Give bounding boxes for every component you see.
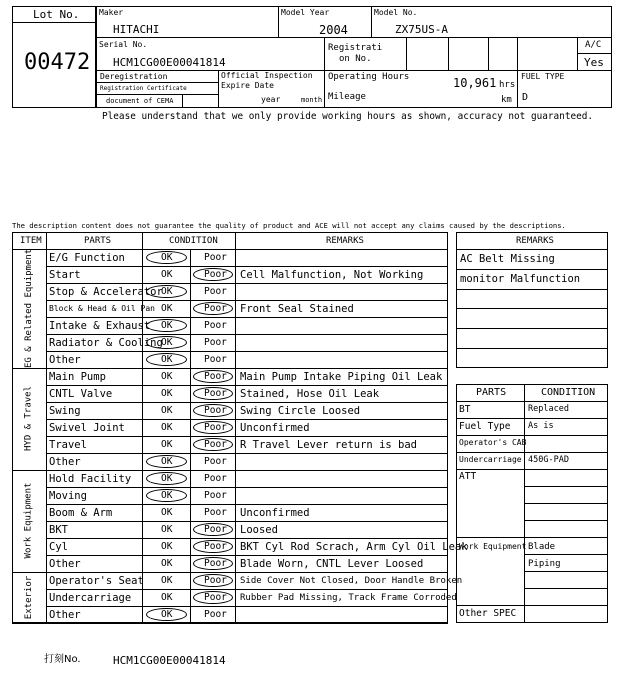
remark-text: Blade Worn, CNTL Lever Loosed	[240, 557, 424, 570]
maker-value: HITACHI	[113, 23, 160, 36]
part-name: Main Pump	[49, 370, 106, 383]
remark-text: Unconfirmed	[240, 421, 310, 434]
poor-label: Poor	[204, 286, 227, 297]
ok-label: OK	[161, 337, 173, 348]
ok-circle	[146, 319, 187, 332]
month-label: month	[301, 96, 323, 104]
att-divider	[524, 503, 608, 504]
group-label: Exterior	[23, 575, 34, 619]
model-year-label: Model Year	[281, 8, 330, 17]
poor-label: Poor	[204, 592, 227, 603]
part-name: Other	[49, 557, 81, 570]
ok-circle	[146, 455, 187, 468]
part-name: Cyl	[49, 540, 68, 553]
poor-label: Poor	[204, 337, 227, 348]
col-item: ITEM	[20, 236, 42, 246]
remarks-line: monitor Malfunction	[460, 272, 581, 285]
part-name: Hold Facility	[49, 472, 132, 485]
poor-label: Poor	[204, 507, 227, 518]
operating-hours-value: 10,961	[453, 76, 497, 90]
lot-number: 00472	[24, 50, 91, 75]
remarks-divider	[456, 308, 608, 309]
ok-label: OK	[161, 303, 173, 314]
row-divider	[46, 385, 448, 386]
ok-label: OK	[161, 592, 173, 603]
part-name: Other	[49, 608, 81, 621]
row-divider	[46, 317, 448, 318]
remark-text: Front Seal Stained	[240, 302, 354, 315]
remarks-header: REMARKS	[516, 236, 554, 246]
poor-label: Poor	[204, 405, 227, 416]
poor-label: Poor	[204, 456, 227, 467]
row-divider	[46, 453, 448, 454]
part-name: Operator's Seat	[49, 574, 144, 587]
group-label: HYD & Travel	[23, 385, 34, 452]
row-divider	[46, 402, 448, 403]
we-divider	[524, 571, 608, 572]
poor-label: Poor	[204, 303, 227, 314]
poor-circle	[193, 540, 233, 553]
part-name: Block & Head & Oil Pan	[49, 304, 155, 313]
poor-label: Poor	[204, 541, 227, 552]
row-divider	[12, 470, 448, 471]
parts-col-header: PARTS	[476, 387, 507, 398]
parts-row-name: Fuel Type	[459, 421, 511, 432]
row-divider	[46, 555, 448, 556]
row-divider	[12, 572, 448, 573]
footer-label: 打刻No.	[44, 654, 81, 665]
km-label: km	[501, 95, 512, 105]
ok-label: OK	[161, 558, 173, 569]
row-divider	[46, 504, 448, 505]
ok-circle	[146, 489, 187, 502]
poor-circle	[193, 557, 233, 570]
hours-notice: Please understand that we only provide working hours as shown, accuracy not guaranteed.	[102, 111, 594, 122]
ok-label: OK	[161, 371, 173, 382]
row-divider	[12, 623, 448, 624]
ok-label: OK	[161, 354, 173, 365]
poor-circle	[193, 438, 233, 451]
row-divider	[46, 334, 448, 335]
registration-label-1: Registrati	[328, 43, 383, 53]
section-divider	[456, 537, 608, 538]
serial-value: HCM1CG00E00041814	[113, 56, 226, 69]
year-label: year	[261, 95, 281, 104]
parts-row-condition: Replaced	[528, 404, 569, 414]
poor-label: Poor	[204, 439, 227, 450]
poor-circle	[193, 268, 233, 281]
row-divider	[46, 521, 448, 522]
remarks-divider	[456, 289, 608, 290]
poor-label: Poor	[204, 422, 227, 433]
parts-row-name: BT	[459, 404, 471, 415]
work-equipment-value: Piping	[528, 559, 561, 569]
maker-label: Maker	[99, 8, 124, 17]
ok-label: OK	[161, 456, 173, 467]
parts-divider	[456, 469, 608, 470]
ok-label: OK	[161, 609, 173, 620]
remark-text: Stained, Hose Oil Leak	[240, 387, 380, 400]
poor-label: Poor	[204, 473, 227, 484]
poor-label: Poor	[204, 609, 227, 620]
poor-label: Poor	[204, 252, 227, 263]
remarks-divider	[456, 269, 608, 270]
we-divider	[524, 554, 608, 555]
part-name: BKT	[49, 523, 68, 536]
parts-row-name: Operator's CAB	[459, 438, 527, 447]
ok-label: OK	[161, 473, 173, 484]
model-year-value: 2004	[319, 23, 348, 37]
ok-label: OK	[161, 524, 173, 535]
poor-label: Poor	[204, 524, 227, 535]
ac-value: Yes	[584, 56, 604, 69]
poor-circle	[193, 387, 233, 400]
reg-cert-label: Registration Certificate	[100, 85, 187, 92]
part-name: Radiator & Cooling	[49, 336, 163, 349]
poor-circle	[193, 404, 233, 417]
row-divider	[12, 368, 448, 369]
we-divider	[524, 588, 608, 589]
ok-circle	[146, 251, 187, 264]
work-equipment-value: Blade	[528, 542, 556, 552]
parts-divider	[456, 418, 608, 419]
ok-label: OK	[161, 490, 173, 501]
ok-label: OK	[161, 439, 173, 450]
ok-label: OK	[161, 320, 173, 331]
poor-circle	[193, 370, 233, 383]
ok-label: OK	[161, 507, 173, 518]
part-name: Intake & Exhaust	[49, 319, 151, 332]
ok-label: OK	[161, 541, 173, 552]
ok-label: OK	[161, 422, 173, 433]
remark-text: Rubber Pad Missing, Track Frame Corroded	[240, 592, 457, 603]
remark-text: Unconfirmed	[240, 506, 310, 519]
operating-hours-label: Operating Hours	[328, 72, 410, 82]
row-divider	[46, 606, 448, 607]
row-divider	[46, 351, 448, 352]
att-divider	[524, 520, 608, 521]
poor-circle	[193, 523, 233, 536]
row-divider	[46, 266, 448, 267]
poor-label: Poor	[204, 575, 227, 586]
ok-label: OK	[161, 252, 173, 263]
row-divider	[46, 436, 448, 437]
remark-text: Side Cover Not Closed, Door Handle Broken	[240, 575, 463, 586]
ac-label: A/C	[585, 40, 602, 50]
part-name: Travel	[49, 438, 87, 451]
row-divider	[46, 419, 448, 420]
other-spec-label: Other SPEC	[459, 608, 517, 619]
model-no-value: ZX75US-A	[395, 23, 448, 36]
poor-label: Poor	[204, 371, 227, 382]
parts-divider	[456, 435, 608, 436]
poor-label: Poor	[204, 558, 227, 569]
group-label: EG & Related Equipment	[23, 248, 34, 368]
part-name: Boom & Arm	[49, 506, 113, 519]
parts-divider	[456, 452, 608, 453]
ok-label: OK	[161, 269, 173, 280]
hrs-label: hrs	[499, 80, 516, 90]
ok-circle	[146, 472, 187, 485]
part-name: Undercarriage	[49, 591, 132, 604]
ok-label: OK	[161, 575, 173, 586]
row-divider	[46, 589, 448, 590]
part-name: Moving	[49, 489, 87, 502]
col-remarks: REMARKS	[326, 236, 364, 246]
row-divider	[46, 283, 448, 284]
ok-label: OK	[161, 405, 173, 416]
remarks-line: AC Belt Missing	[460, 253, 555, 265]
ok-circle	[146, 336, 187, 349]
section-divider	[456, 605, 608, 606]
poor-circle	[193, 574, 233, 587]
remark-text: Loosed	[240, 523, 278, 536]
part-name: Swing	[49, 404, 81, 417]
part-name: Stop & Accelerator	[49, 285, 163, 298]
poor-circle	[193, 591, 233, 604]
poor-label: Poor	[204, 388, 227, 399]
part-name: Other	[49, 353, 81, 366]
ok-circle	[146, 353, 187, 366]
remark-text: Main Pump Intake Piping Oil Leak	[240, 370, 443, 383]
registration-label-2: on No.	[339, 54, 372, 64]
group-label: Work Equipment	[23, 482, 34, 559]
part-name: Start	[49, 268, 81, 281]
remark-text: BKT Cyl Rod Scrach, Arm Cyl Oil Leak	[240, 540, 468, 553]
poor-label: Poor	[204, 269, 227, 280]
row-divider	[46, 487, 448, 488]
inspection-label-2: Expire Date	[221, 81, 274, 90]
poor-label: Poor	[204, 354, 227, 365]
condition-col-header: CONDITION	[541, 387, 596, 398]
row-divider	[46, 300, 448, 301]
cema-label: document of CEMA	[106, 97, 174, 105]
model-no-label: Model No.	[374, 8, 418, 17]
remarks-divider	[456, 348, 608, 349]
deregistration-label: Deregistration	[100, 72, 168, 81]
parts-row-name: Undercarriage	[459, 455, 522, 464]
inspection-label-1: Official Inspection	[221, 71, 313, 80]
parts-row-condition: 450G-PAD	[528, 455, 569, 465]
serial-label: Serial No.	[99, 40, 148, 49]
poor-circle	[193, 421, 233, 434]
description-notice: The description content does not guarantee the quality of product and ACE will not accept any claims caused by the descriptions.	[12, 221, 566, 230]
part-name: Other	[49, 455, 81, 468]
col-parts: PARTS	[84, 236, 112, 246]
lot-label: Lot No.	[33, 8, 80, 21]
row-divider	[46, 538, 448, 539]
ok-circle	[146, 285, 187, 298]
part-name: CNTL Valve	[49, 387, 113, 400]
ok-circle	[146, 608, 187, 621]
poor-label: Poor	[204, 320, 227, 331]
fuel-type-value: D	[522, 92, 529, 103]
ok-label: OK	[161, 388, 173, 399]
remark-text: Cell Malfunction, Not Working	[240, 268, 424, 281]
remark-text: Swing Circle Loosed	[240, 404, 361, 417]
att-label: ATT	[459, 471, 477, 482]
footer-serial: HCM1CG00E00041814	[113, 654, 226, 667]
poor-circle	[193, 302, 233, 315]
ok-label: OK	[161, 286, 173, 297]
fuel-type-label: FUEL TYPE	[521, 72, 565, 81]
parts-row-condition: As is	[528, 421, 554, 431]
remark-text: R Travel Lever return is bad	[240, 438, 418, 451]
work-equipment-label: Work Equipment	[459, 542, 527, 551]
part-name: E/G Function	[49, 251, 125, 264]
att-divider	[524, 486, 608, 487]
poor-label: Poor	[204, 490, 227, 501]
part-name: Swivel Joint	[49, 421, 125, 434]
mileage-label: Mileage	[328, 92, 366, 102]
remarks-divider	[456, 328, 608, 329]
col-condition: CONDITION	[169, 236, 218, 246]
